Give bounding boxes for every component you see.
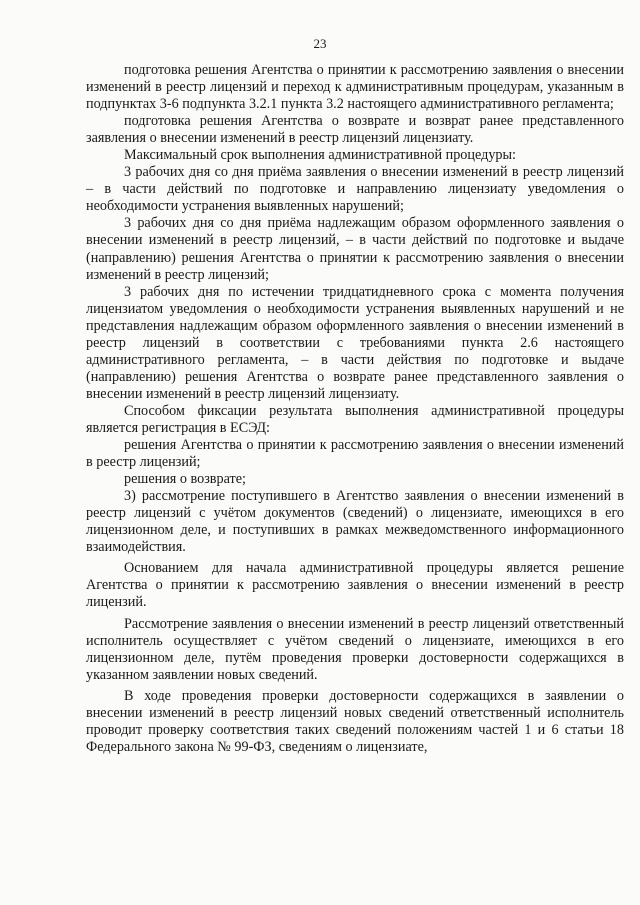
paragraph: Способом фиксации результата выполнения административной процедуры является регистрация в ЕСЭД: bbox=[86, 402, 624, 436]
paragraph: 3 рабочих дня со дня приёма заявления о внесении изменений в реестр лицензий – в части действий по подготовке и направлению лицензиату уведомления о необходимости устранения выявленных нарушений; bbox=[86, 164, 624, 215]
paragraph: 3 рабочих дня со дня приёма надлежащим образом оформленного заявления о внесении изменений в реестр лицензий, – в части действий по подготовке и выдаче (направлению) решения Агентства о принятии к рассмотрению заявления о внесении изменений в реестр лицензий; bbox=[86, 215, 624, 283]
paragraph: Рассмотрение заявления о внесении изменений в реестр лицензий ответственный исполнитель осуществляет с учётом сведений о лицензиате, имеющихся в его лицензионном деле, путём проведения проверки достоверности содержащихся в указанном заявлении новых сведений. bbox=[86, 615, 624, 683]
paragraph: В ходе проведения проверки достоверности содержащихся в заявлении о внесении изменений в реестр лицензий новых сведений ответственный исполнитель проводит проверку соответствия таких сведений положениям частей 1 и 6 статьи 18 Федерального закона № 99-ФЗ, сведениям о лицензиате, bbox=[86, 687, 624, 755]
paragraph: подготовка решения Агентства о возврате и возврат ранее представленного заявления о внесении изменений в реестр лицензий лицензиату. bbox=[86, 113, 624, 147]
paragraph: решения Агентства о принятии к рассмотрению заявления о внесении изменений в реестр лицензий; bbox=[86, 437, 624, 471]
paragraph: решения о возврате; bbox=[124, 471, 246, 488]
paragraph: подготовка решения Агентства о принятии к рассмотрению заявления о внесении изменений в реестр лицензий и переход к административным процедурам, указанным в подпунктах 3-6 подпункта 3.2.1 пункта 3.2 настоящего административного регламента; bbox=[86, 62, 624, 113]
paragraph: 3 рабочих дня по истечении тридцатидневного срока с момента получения лицензиатом уведомления о необходимости устранения выявленных нарушений и не представления надлежащим образом оформленного заявления о внесении изменений в реестр лицензий в соответствии с требованиями пункта 2.6 настоящего административного регламента, – в части действия по подготовке и выдаче (направлению) решения Агентства о возврате ранее представленного заявления о внесении изменений в реестр лицензий лицензиату. bbox=[86, 283, 624, 402]
page-number: 23 bbox=[313, 36, 327, 51]
document-body bbox=[86, 62, 624, 756]
paragraph: Основанием для начала административной процедуры является решение Агентства о принятии к рассмотрению заявления о внесении изменений в реестр лицензий. bbox=[86, 560, 624, 611]
paragraph: 3) рассмотрение поступившего в Агентство заявления о внесении изменений в реестр лицензий с учётом документов (сведений) о лицензиате, имеющихся в его лицензионном деле, и поступивших в рамках межведомственного информационного взаимодействия. bbox=[86, 488, 624, 556]
paragraph: Максимальный срок выполнения административной процедуры: bbox=[124, 147, 516, 164]
